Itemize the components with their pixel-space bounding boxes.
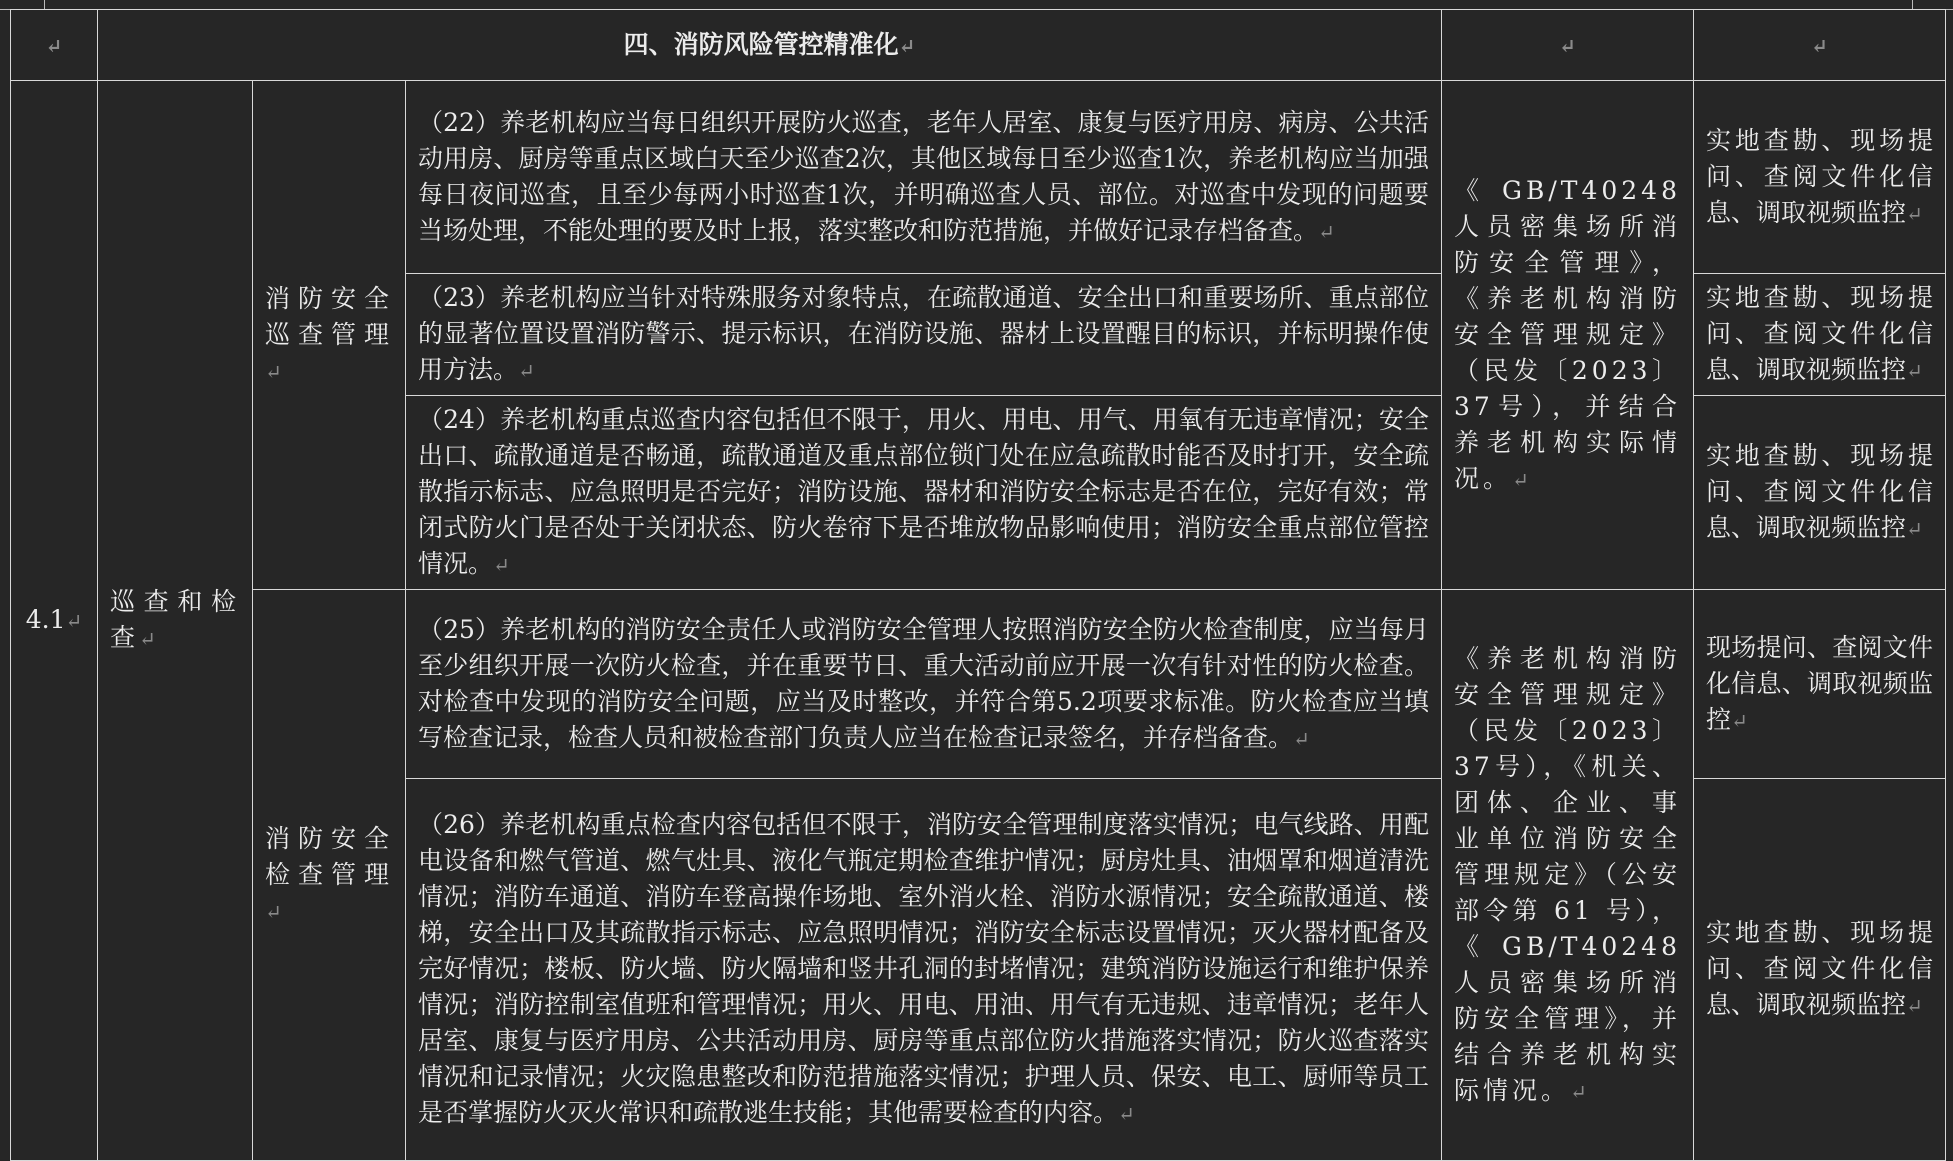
item-number: 4.1↵	[11, 81, 98, 1161]
requirement-cell: （22）养老机构应当每日组织开展防火巡查，老年人居室、康复与医疗用房、病房、公共活动用房、厨房等重点区域白天至少巡查2次，其他区域每日至少巡查1次，养老机构应当加强每日夜间巡查，且至少每两小时巡查1次，并明确巡查人员、部位。对巡查中发现的问题要当场处理，不能处理的要及时上报，落实整改和防范措施，并做好记录存档备查。↵	[406, 81, 1442, 274]
basis-cell: 《GB/T40248人员密集场所消防安全管理》，《养老机构消防安全管理规定》（民发〔2023〕37号），并结合养老机构实际情况。↵	[1442, 81, 1694, 590]
requirement-cell: （23）养老机构应当针对特殊服务对象特点，在疏散通道、安全出口和重要场所、重点部位的显著位置设置消防警示、提示标识，在消防设施、器材上设置醒目的标识，并标明操作使用方法。↵	[406, 274, 1442, 396]
requirement-cell: （26）养老机构重点检查内容包括但不限于，消防安全管理制度落实情况；电气线路、用配电设备和燃气管道、燃气灶具、液化气瓶定期检查维护情况；厨房灶具、油烟罩和烟道清洗情况；消防车通道、消防车登高操作场地、室外消火栓、消防水源情况；安全疏散通道、楼梯，安全出口及其疏散指示标志、应急照明情况；消防安全标志设置情况；灭火器材配备及完好情况；楼板、防火墙、防火隔墙和竖井孔洞的封堵情况；建筑消防设施运行和维护保养情况；消防控制室值班和管理情况；用火、用电、用油、用气有无违规、违章情况；老年人居室、康复与医疗用房、公共活动用房、厨房等重点部位防火措施落实情况；防火巡查落实情况和记录情况；火灾隐患整改和防范措施落实情况；护理人员、保安、电工、厨师等员工是否掌握防火灭火常识和疏散逃生技能；其他需要检查的内容。↵	[406, 779, 1442, 1161]
page-edge-marks	[0, 0, 1953, 9]
paragraph-mark-icon: ↵	[1811, 33, 1828, 58]
header-empty-cell	[1442, 10, 1694, 81]
paragraph-mark-icon: ↵	[139, 627, 160, 651]
table-row	[11, 590, 1946, 779]
paragraph-mark-icon: ↵	[1906, 359, 1923, 383]
paragraph-mark-icon: ↵	[1512, 467, 1533, 492]
category-cell: 巡查和检查↵	[98, 81, 253, 1161]
paragraph-mark-icon: ↵	[1318, 219, 1335, 244]
paragraph-mark-icon: ↵	[265, 359, 286, 384]
paragraph-mark-icon: ↵	[518, 359, 535, 383]
requirement-cell: （25）养老机构的消防安全责任人或消防安全管理人按照消防安全防火检查制度，应当每月至少组织开展一次防火检查，并在重要节日、重大活动前应开展一次有针对性的防火检查。对检查中发现的消防安全问题，应当及时整改，并符合第5.2项要求标准。防火检查应当填写检查记录，检查人员和被检查部门负责人应当在检查记录签名，并存档备查。↵	[406, 590, 1442, 779]
paragraph-mark-icon: ↵	[1293, 726, 1310, 751]
paragraph-mark-icon: ↵	[1731, 708, 1748, 733]
group-name-patrol: 消防安全巡查管理↵	[253, 81, 406, 590]
paragraph-mark-icon: ↵	[1906, 201, 1923, 226]
paragraph-mark-icon: ↵	[493, 553, 510, 577]
paragraph-mark-icon: ↵	[1906, 994, 1923, 1018]
method-cell: 实地查勘、现场提问、查阅文件化信息、调取视频监控↵	[1694, 779, 1946, 1161]
requirement-cell: （24）养老机构重点巡查内容包括但不限于，用火、用电、用气、用氧有无违章情况；安全出口、疏散通道是否畅通，疏散通道及重点部位锁门处在应急疏散时能否及时打开，安全疏散指示标志、应急照明是否完好；消防设施、器材和消防安全标志是否在位，完好有效；常闭式防火门是否处于关闭状态、防火卷帘下是否堆放物品影响使用；消防安全重点部位管控情况。↵	[406, 396, 1442, 590]
paragraph-mark-icon: ↵	[65, 609, 83, 633]
paragraph-mark-icon: ↵	[1906, 517, 1923, 541]
header-empty-cell	[1694, 10, 1946, 81]
section-header-row	[11, 10, 1946, 81]
group-name-inspection: 消防安全检查管理↵	[253, 590, 406, 1161]
paragraph-mark-icon: ↵	[1570, 1079, 1591, 1104]
paragraph-mark-icon: ↵	[45, 33, 63, 58]
paragraph-mark-icon: ↵	[1118, 1102, 1135, 1126]
fire-risk-table	[10, 9, 1946, 1161]
basis-cell: 《养老机构消防安全管理规定》（民发〔2023〕37号），《机关、团体、企业、事业单位消防安全管理规定》（公安部令第 61 号），《GB/T40248人员密集场所消防安全管理》，并结合养老机构实际情况。↵	[1442, 590, 1694, 1161]
paragraph-mark-icon: ↵	[898, 33, 916, 58]
method-cell: 实地查勘、现场提问、查阅文件化信息、调取视频监控↵	[1694, 274, 1946, 396]
method-cell: 实地查勘、现场提问、查阅文件化信息、调取视频监控↵	[1694, 81, 1946, 274]
section-title	[98, 10, 1442, 81]
paragraph-mark-icon: ↵	[1559, 33, 1576, 58]
paragraph-mark-icon: ↵	[265, 899, 286, 924]
method-cell: 现场提问、查阅文件化信息、调取视频监控↵	[1694, 590, 1946, 779]
table-row	[11, 81, 1946, 274]
method-cell: 实地查勘、现场提问、查阅文件化信息、调取视频监控↵	[1694, 396, 1946, 590]
header-empty-cell	[11, 10, 98, 81]
section-title-text: 四、消防风险管控精准化	[623, 29, 899, 59]
